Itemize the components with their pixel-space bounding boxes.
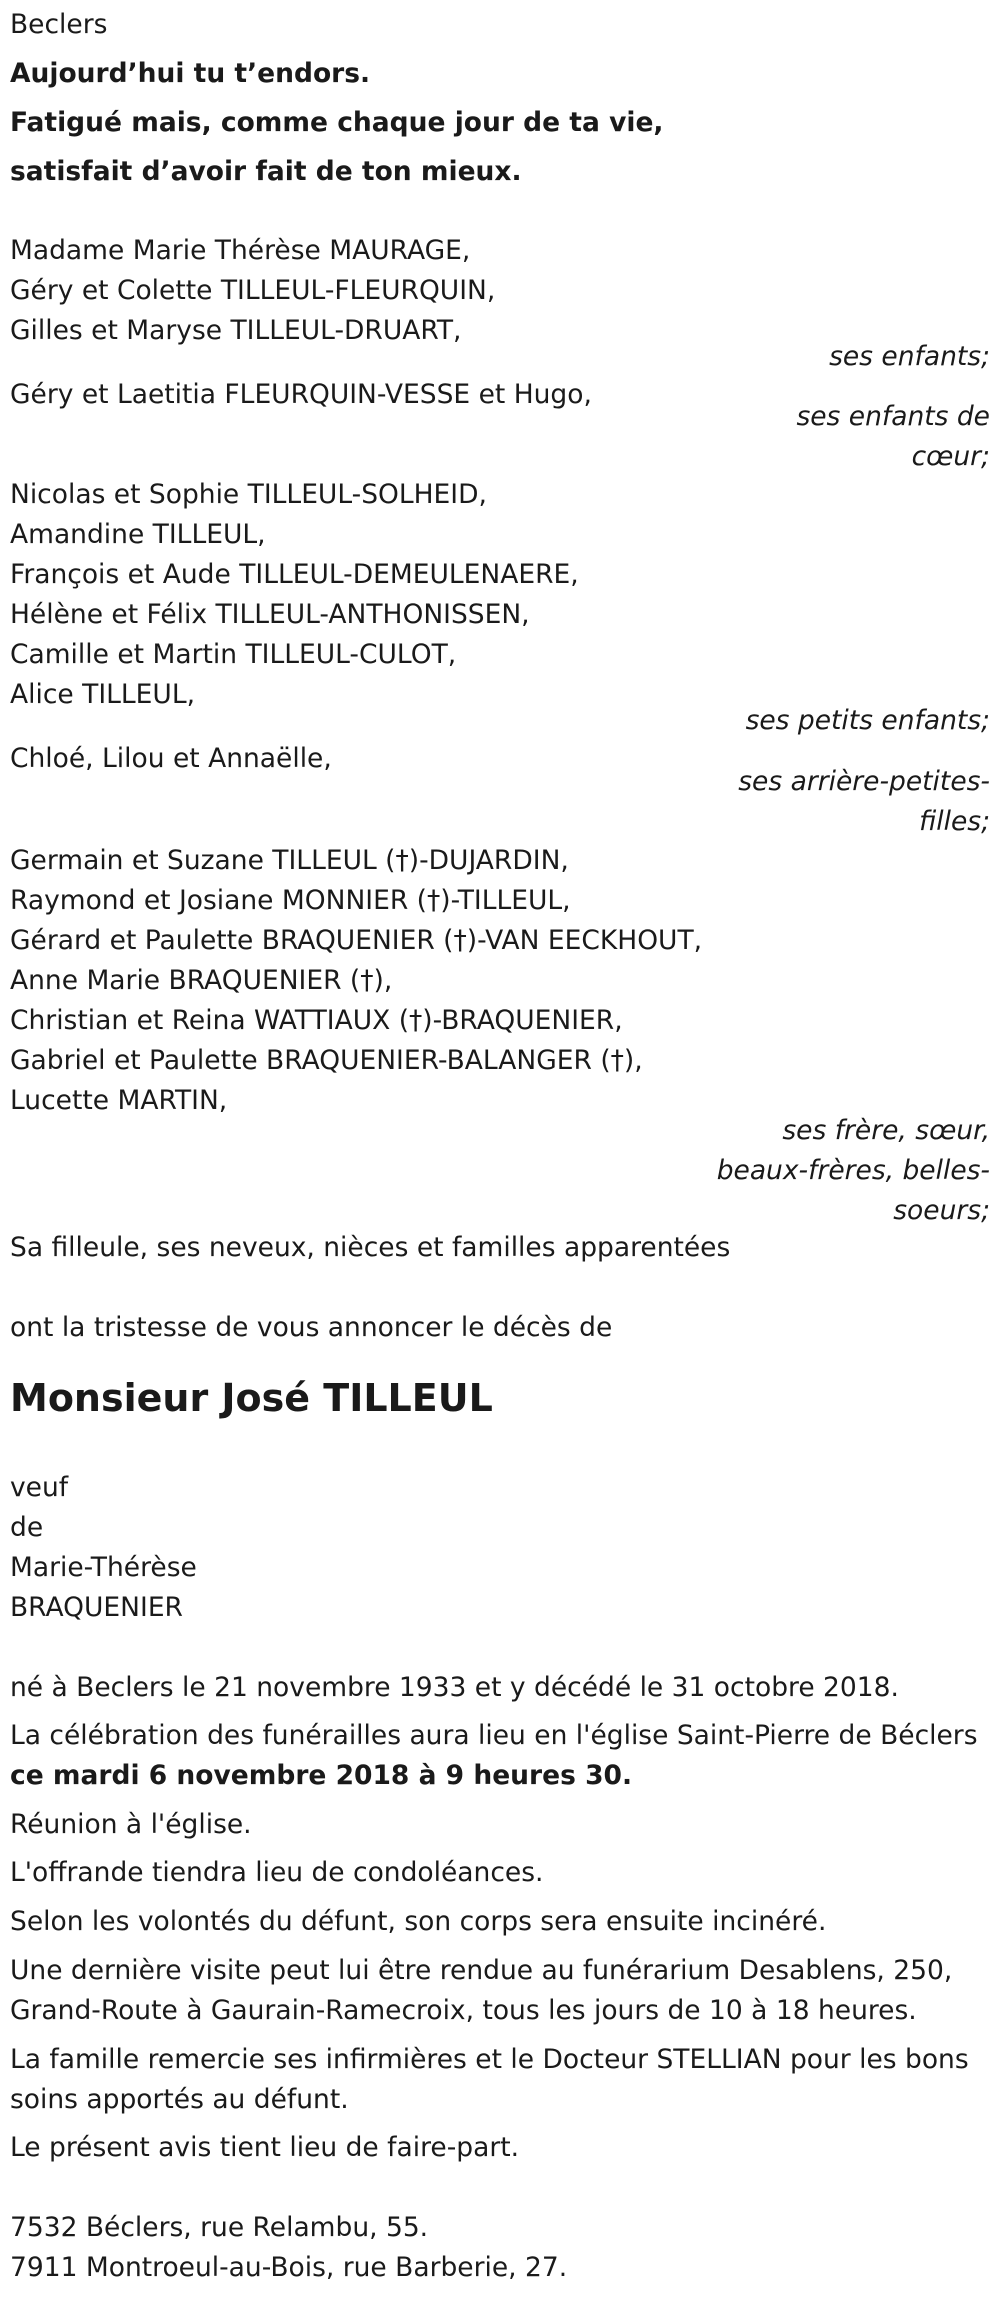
family-member: Géry et Colette TILLEUL-FLEURQUIN, [10, 275, 496, 306]
relation-label-grandchildren: ses petits enfants; [745, 705, 990, 736]
gathering: Réunion à l'église. [10, 1809, 252, 1840]
family-member: Alice TILLEUL, [10, 679, 196, 710]
visit-line-2: Grand-Route à Gaurain-Ramecroix, tous les jours de 10 à 18 heures. [10, 1995, 917, 2026]
family-member: Gilles et Maryse TILLEUL-DRUART, [10, 315, 462, 346]
announcement: ont la tristesse de vous annoncer le décès de [10, 1312, 613, 1343]
header-place: Beclers [10, 9, 108, 40]
widower-line: de [10, 1512, 44, 1543]
visit-line-1: Une dernière visite peut lui être rendue au funérarium Desablens, 250, [10, 1955, 953, 1986]
family-member: Chloé, Lilou et Annaëlle, [10, 743, 332, 774]
thanks-line-2: soins apportés au défunt. [10, 2084, 349, 2115]
notice: Le présent avis tient lieu de faire-part. [10, 2132, 520, 2163]
extended-family: Sa filleule, ses neveux, nièces et familles apparentées [10, 1232, 731, 1263]
relation-label-siblings-1: ses frère, sœur, [782, 1115, 990, 1146]
family-member: Nicolas et Sophie TILLEUL-SOLHEID, [10, 479, 487, 510]
family-member: Géry et Laetitia FLEURQUIN-VESSE et Hugo, [10, 379, 592, 410]
relation-label-siblings-2: beaux-frères, belles- [716, 1155, 990, 1186]
family-member: Amandine TILLEUL, [10, 519, 266, 550]
family-member: Raymond et Josiane MONNIER (†)-TILLEUL, [10, 885, 571, 916]
family-member: Germain et Suzane TILLEUL (†)-DUJARDIN, [10, 845, 569, 876]
family-member: Anne Marie BRAQUENIER (†), [10, 965, 393, 996]
cremation: Selon les volontés du défunt, son corps sera ensuite inciné​ré. [10, 1906, 827, 1937]
relation-label-heart-children-2: cœur; [911, 441, 990, 472]
family-member: François et Aude TILLEUL-DEMEULENAERE, [10, 559, 579, 590]
relation-label-siblings-3: soeurs; [893, 1195, 990, 1226]
offering: L'offrande tiendra lieu de condoléances. [10, 1857, 544, 1888]
family-member: Gabriel et Paulette BRAQUENIER-BALANGER (†), [10, 1045, 643, 1076]
family-member: Madame Marie Thérèse MAURAGE, [10, 235, 471, 266]
widower-line: veuf [10, 1472, 69, 1503]
widower-line: Marie-Thérèse [10, 1552, 197, 1583]
widower-line: BRAQUENIER [10, 1592, 183, 1623]
family-member: Hélène et Félix TILLEUL-ANTHONISSEN, [10, 599, 530, 630]
relation-label-great-grandchildren-2: filles; [919, 806, 990, 837]
poem-line-3: satisfait d’avoir fait de ton mieux. [10, 156, 522, 187]
funeral-line-2: ce mardi 6 novembre 2018 à 9 heures 30. [10, 1760, 633, 1791]
address: 7532 Béclers, rue Relambu, 55. [10, 2212, 429, 2243]
deceased-name: Monsieur José TILLEUL [10, 1376, 493, 1420]
relation-label-heart-children-1: ses enfants de [796, 401, 990, 432]
thanks-line-1: La famille remercie ses infirmières et le Docteur STELLIAN pour les bons [10, 2044, 969, 2075]
relation-label-great-grandchildren-1: ses arrière-petites- [738, 766, 990, 797]
family-member: Lucette MARTIN, [10, 1085, 228, 1116]
poem-line-1: Aujourd’hui tu t’endors. [10, 58, 371, 89]
address: 7911 Montroeul-au-Bois, rue Barberie, 27. [10, 2252, 568, 2283]
family-member: Christian et Reina WATTIAUX (†)-BRAQUENIER, [10, 1005, 623, 1036]
poem-line-2: Fatigué mais, comme chaque jour de ta vie, [10, 107, 664, 138]
birth-death: né à Beclers le 21 novembre 1933 et y décédé le 31 octobre 2018. [10, 1672, 899, 1703]
funeral-line-1: La célébration des funérailles aura lieu en l'église Saint-Pierre de Béclers [10, 1720, 978, 1751]
family-member: Camille et Martin TILLEUL-CULOT, [10, 639, 457, 670]
family-member: Gérard et Paulette BRAQUENIER (†)-VAN EECKHOUT, [10, 925, 703, 956]
relation-label-children: ses enfants; [829, 341, 990, 372]
